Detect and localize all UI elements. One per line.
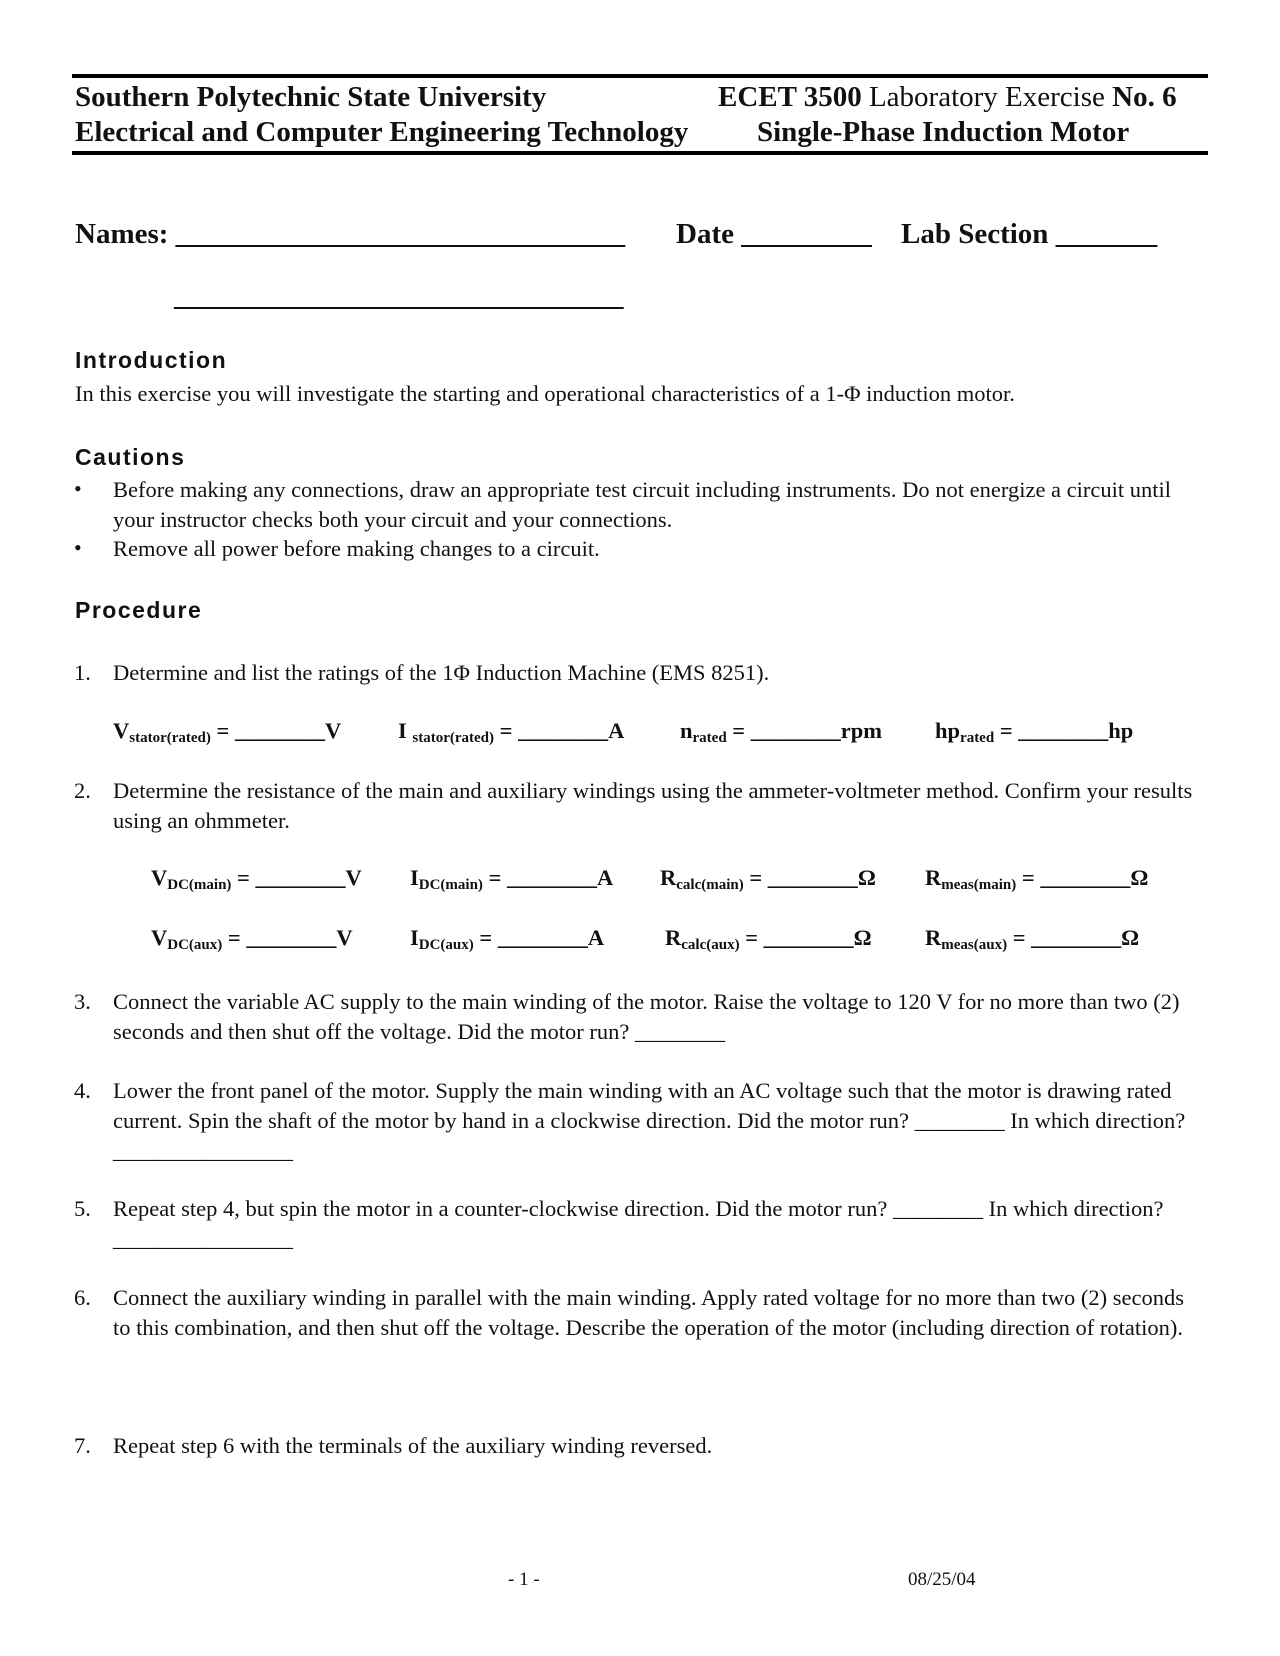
- lab-title: Single-Phase Induction Motor: [757, 116, 1130, 148]
- r-calc-aux-field[interactable]: $R_{calc(aux)}$ = ________Ω: [665, 925, 872, 953]
- exercise-number: No. 6: [1112, 81, 1177, 113]
- v-dc-main-field[interactable]: $V_{DC(main)}$ = ________V: [151, 865, 362, 893]
- date-label: Date: [676, 218, 734, 250]
- lab-section-field[interactable]: [901, 218, 1157, 251]
- date-field[interactable]: [676, 218, 872, 251]
- names-label: Names:: [75, 218, 169, 250]
- introduction-text: In this exercise you will investigate the starting and operational characteristics of a 1-Φ induction motor.: [75, 381, 1015, 406]
- lab-section-label: Lab Section: [901, 218, 1049, 250]
- names-blank[interactable]: _______________________________: [175, 218, 626, 250]
- step-3-text: Connect the variable AC supply to the main winding of the motor. Raise the voltage to 120 V for no more than two (2) seconds and then shut off the voltage. Did the motor run? ________: [113, 989, 1180, 1044]
- date-blank[interactable]: _________: [741, 218, 872, 250]
- ratings-row: [0, 718, 1280, 750]
- introduction-title: Introduction: [75, 347, 228, 373]
- step-6-number: 6.: [74, 1285, 91, 1310]
- names-field[interactable]: [75, 218, 625, 251]
- header-top-rule: [72, 74, 1208, 78]
- resistance-aux-row: [0, 925, 1280, 957]
- caution-bullet-1: •: [74, 476, 82, 501]
- university-name: Southern Polytechnic State University: [75, 81, 547, 113]
- step-5-text: Repeat step 4, but spin the motor in a counter-clockwise direction. Did the motor run? ________ In which direction? ________________: [113, 1196, 1164, 1251]
- r-meas-aux-field[interactable]: $R_{meas(aux)}$ = ________Ω: [925, 925, 1140, 953]
- exercise-label: Laboratory Exercise: [868, 81, 1105, 113]
- caution-item-2: Remove all power before making changes to a circuit.: [113, 536, 600, 561]
- v-stator-rated-field[interactable]: $V_{stator(rated)}$ = ________V: [113, 718, 342, 746]
- step-1-text: Determine and list the ratings of the 1Φ Induction Machine (EMS 8251).: [113, 660, 770, 685]
- step-4-number: 4.: [74, 1078, 91, 1103]
- step-1-number: 1.: [74, 660, 91, 685]
- step-4-text: Lower the front panel of the motor. Supply the main winding with an AC voltage such that the motor is drawing rated current. Spin the shaft of the motor by hand in a clockwise direction. Did the motor run? ________ In which direction? ________________: [113, 1078, 1186, 1163]
- step-2-number: 2.: [74, 778, 91, 803]
- department-name: Electrical and Computer Engineering Technology: [75, 116, 689, 148]
- step-7-number: 7.: [74, 1433, 91, 1458]
- i-stator-rated-field[interactable]: I $_{stator(rated)}$ = ________A: [398, 718, 625, 746]
- n-rated-field[interactable]: $n_{rated}$ = ________rpm: [680, 718, 882, 746]
- header-bottom-rule: [72, 151, 1208, 155]
- hp-rated-field[interactable]: $hp_{rated}$ = ________hp: [935, 718, 1134, 746]
- names-blank-second-line[interactable]: _______________________________: [174, 280, 624, 312]
- step-6-text: Connect the auxiliary winding in parallel with the main winding. Apply rated voltage for no more than two (2) seconds to this combination, and then shut off the voltage. Describe the operation of the motor (including direction of rotation).: [113, 1285, 1185, 1340]
- i-dc-main-field[interactable]: $I_{DC(main)}$ = ________A: [410, 865, 614, 893]
- r-meas-main-field[interactable]: $R_{meas(main)}$ = ________Ω: [925, 865, 1149, 893]
- caution-item-1: Before making any connections, draw an appropriate test circuit including instruments. Do not energize a circuit until your instructor checks both your circuit and your connections.: [113, 477, 1172, 532]
- step-7-text: Repeat step 6 with the terminals of the auxiliary winding reversed.: [113, 1433, 713, 1458]
- cautions-title: Cautions: [75, 444, 186, 470]
- i-dc-aux-field[interactable]: $I_{DC(aux)}$ = ________A: [410, 925, 605, 953]
- v-dc-aux-field[interactable]: $V_{DC(aux)}$ = ________V: [151, 925, 353, 953]
- step-2-text: Determine the resistance of the main and auxiliary windings using the ammeter-voltmeter method. Confirm your results using an ohmmeter.: [113, 778, 1193, 833]
- step-5-number: 5.: [74, 1196, 91, 1221]
- step-3-number: 3.: [74, 989, 91, 1014]
- course-code: ECET 3500: [718, 81, 862, 113]
- exercise-heading: [718, 80, 1177, 114]
- procedure-title: Procedure: [75, 597, 203, 623]
- r-calc-main-field[interactable]: $R_{calc(main)}$ = ________Ω: [660, 865, 876, 893]
- caution-bullet-2: •: [74, 535, 82, 560]
- lab-section-blank[interactable]: _______: [1055, 218, 1158, 250]
- resistance-main-row: [0, 865, 1280, 897]
- footer-date: 08/25/04: [908, 1569, 976, 1590]
- page-number: - 1 -: [508, 1569, 540, 1590]
